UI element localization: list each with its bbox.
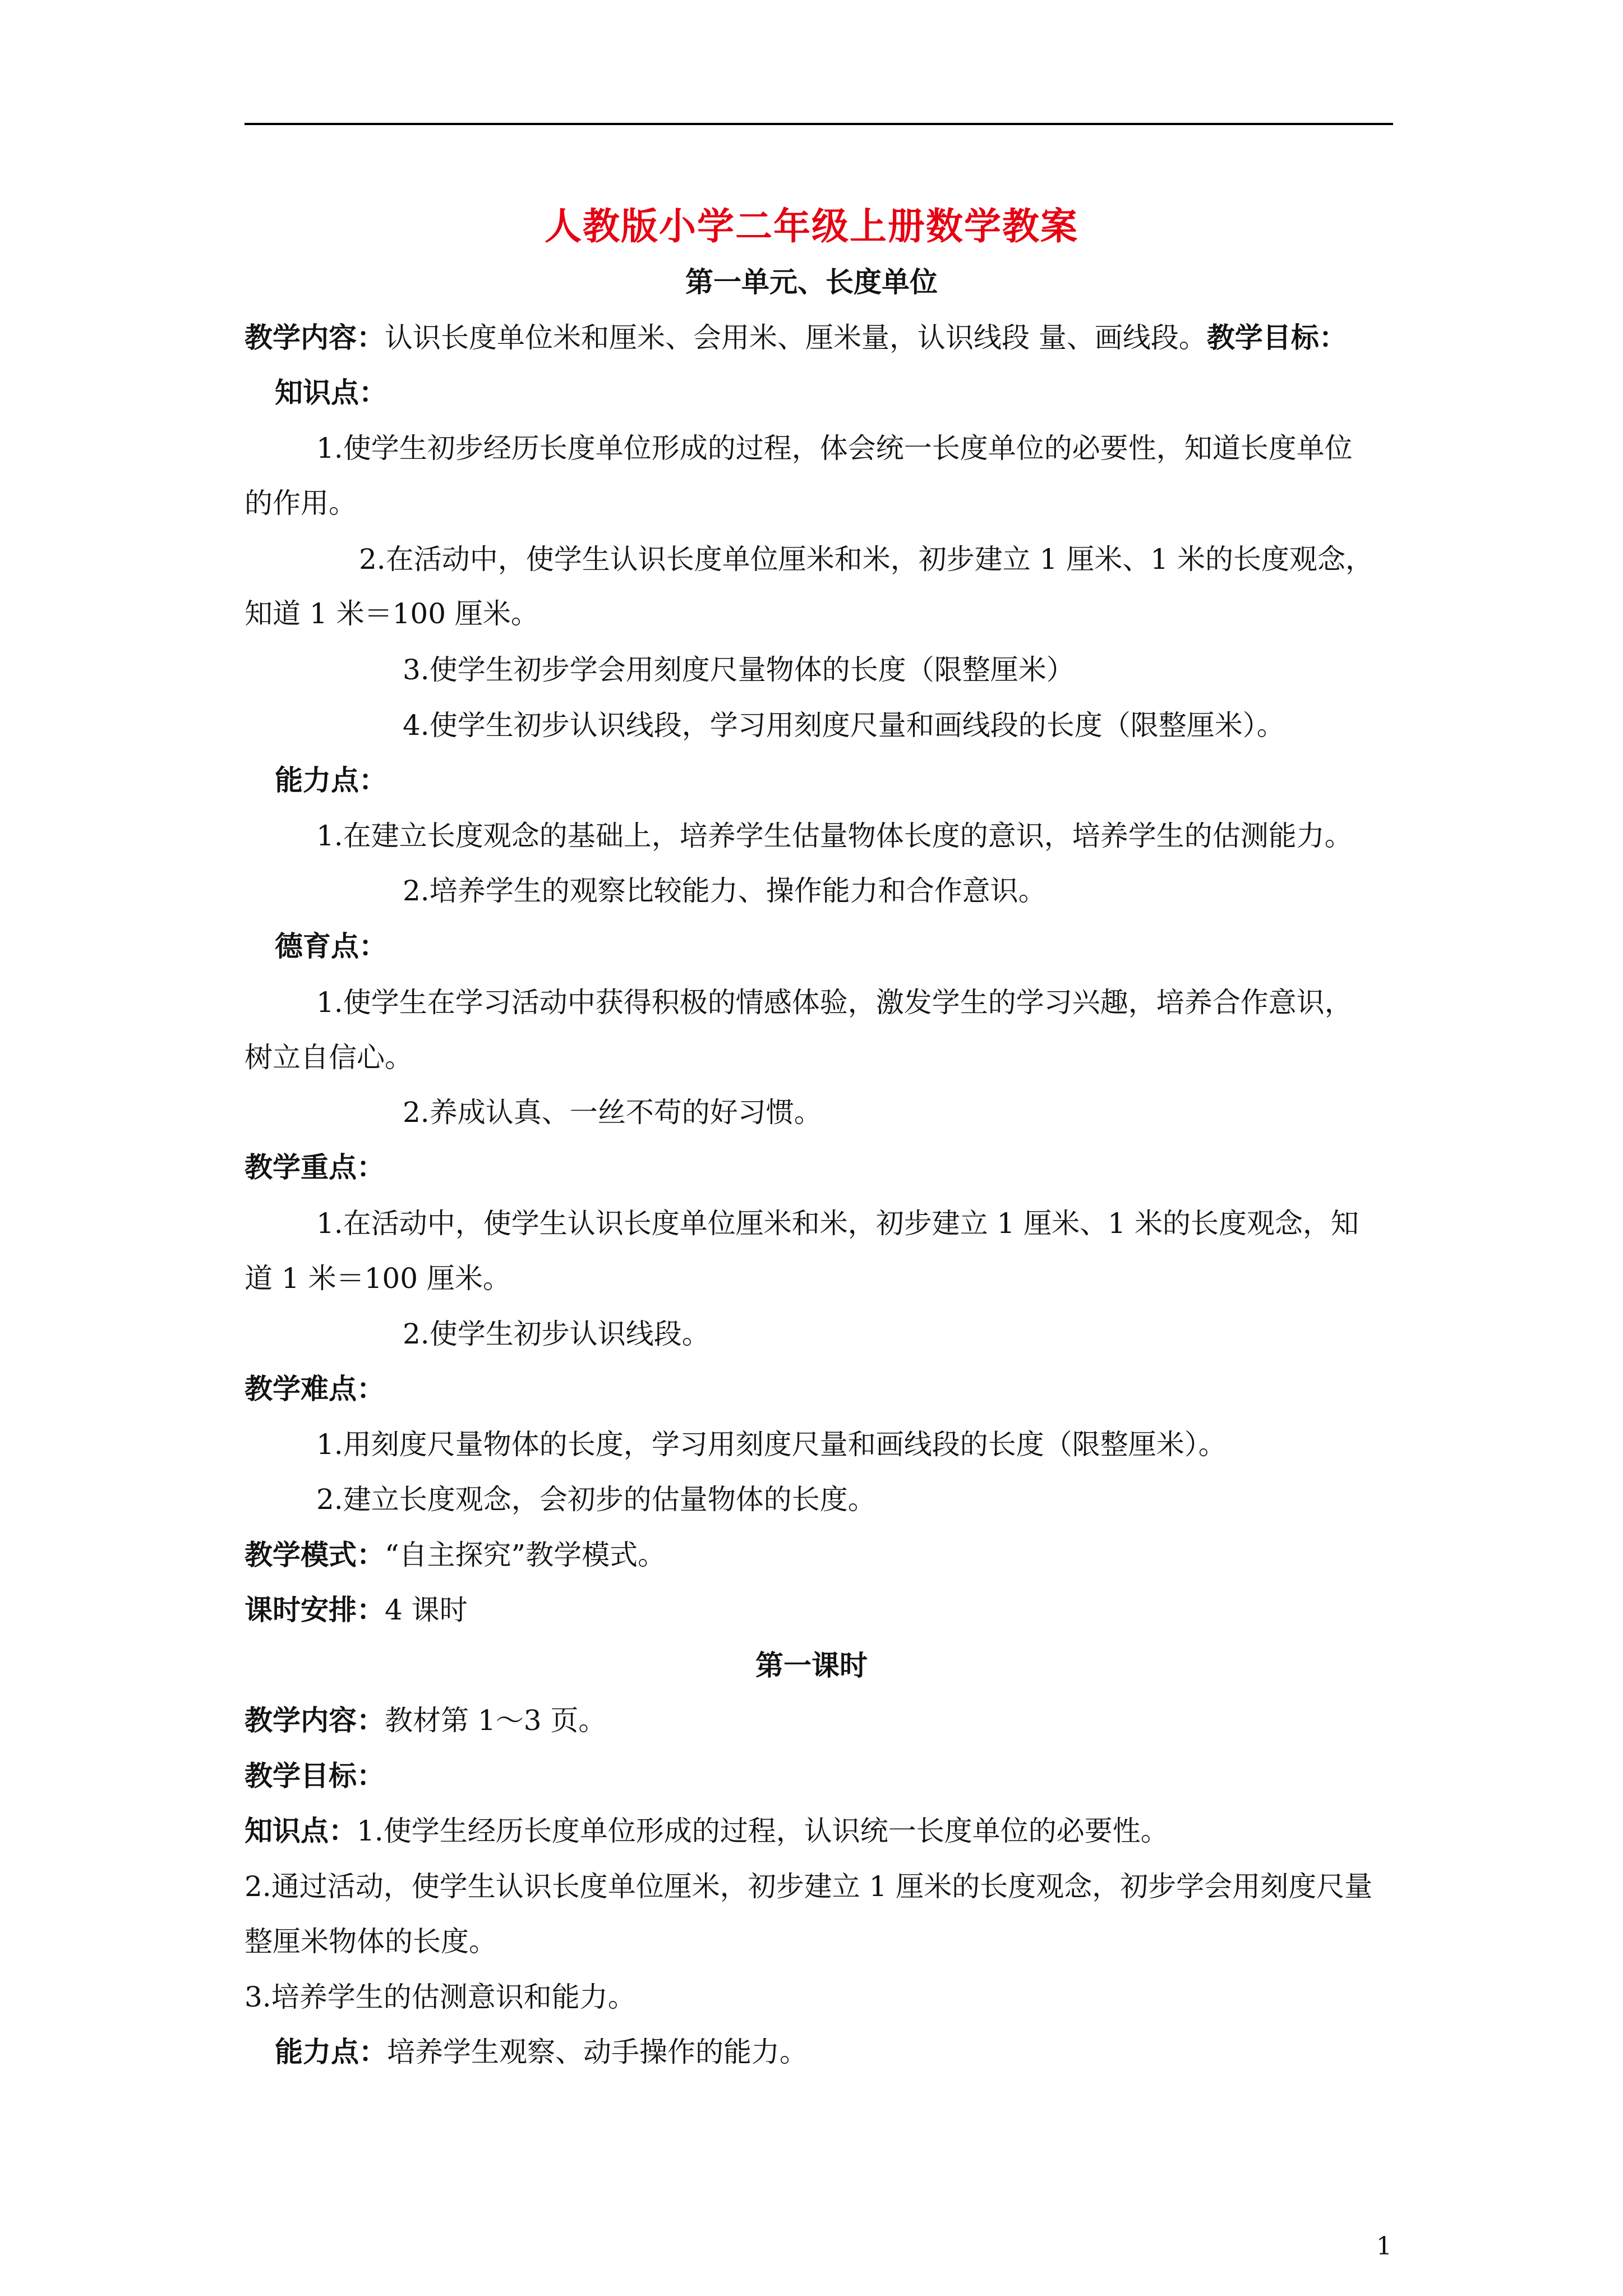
label: 课时安排： (245, 1593, 385, 1626)
paragraph-line: 道 1 米＝100 厘米。 (245, 1262, 511, 1295)
section-heading: 教学重点： (245, 1151, 385, 1184)
paragraph-line: 3.使学生初步学会用刻度尺量物体的长度（限整厘米） (403, 654, 1075, 686)
paragraph-line: 整厘米物体的长度。 (245, 1925, 497, 1958)
lesson-title: 第一课时 (755, 1649, 868, 1682)
section-heading: 德育点： (275, 930, 387, 963)
text: 1.使学生经历长度单位形成的过程，认识统一长度单位的必要性。 (357, 1815, 1169, 1847)
paragraph-line: 2.通过活动，使学生认识长度单位厘米，初步建立 1 厘米的长度观念，初步学会用刻度尺量 (245, 1870, 1373, 1903)
teaching-content-line (245, 318, 1347, 357)
teaching-mode-line (245, 1535, 666, 1575)
paragraph-line: 知道 1 米＝100 厘米。 (245, 597, 539, 630)
paragraph-line: 2.养成认真、一丝不苟的好习惯。 (403, 1096, 822, 1129)
text: “自主探究”教学模式。 (385, 1539, 666, 1571)
lesson-ability-line (275, 2032, 808, 2072)
paragraph-line: 树立自信心。 (245, 1041, 413, 1074)
unit-subtitle: 第一单元、长度单位 (685, 265, 938, 298)
label: 教学模式： (245, 1538, 385, 1571)
schedule-line (245, 1590, 468, 1630)
text: 教材第 1～3 页。 (385, 1704, 607, 1737)
paragraph-line: 2.在活动中，使学生认识长度单位厘米和米，初步建立 1 厘米、1 米的长度观念， (359, 543, 1374, 576)
page-number: 1 (1376, 2232, 1392, 2261)
text: 认识长度单位米和厘米、会用米、厘米量，认识线段 量、画线段。 (385, 321, 1207, 354)
section-heading: 教学目标： (245, 1759, 385, 1792)
label: 知识点： (245, 1814, 357, 1847)
paragraph-line: 1.使学生初步经历长度单位形成的过程，体会统一长度单位的必要性，知道长度单位 (316, 432, 1353, 464)
paragraph-line: 的作用。 (245, 487, 357, 519)
paragraph-line: 1.在活动中，使学生认识长度单位厘米和米，初步建立 1 厘米、1 米的长度观念，知 (316, 1207, 1359, 1240)
paragraph-line: 2.培养学生的观察比较能力、操作能力和合作意识。 (403, 875, 1046, 907)
header-rule (245, 123, 1393, 125)
paragraph-line: 1.用刻度尺量物体的长度，学习用刻度尺量和画线段的长度（限整厘米）。 (316, 1428, 1227, 1461)
paragraph-line: 1.在建立长度观念的基础上，培养学生估量物体长度的意识，培养学生的估测能力。 (316, 820, 1353, 852)
lesson-content-line (245, 1701, 606, 1740)
paragraph-line: 1.使学生在学习活动中获得积极的情感体验，激发学生的学习兴趣，培养合作意识， (316, 986, 1353, 1019)
document-title: 人教版小学二年级上册数学教案 (545, 204, 1078, 248)
text: 培养学生观察、动手操作的能力。 (387, 2036, 808, 2068)
section-heading: 教学难点： (245, 1372, 385, 1405)
text: 4 课时 (385, 1594, 468, 1626)
section-heading: 知识点： (275, 376, 387, 409)
label: 教学目标： (1206, 321, 1347, 354)
label: 能力点： (275, 2035, 387, 2068)
label: 教学内容： (245, 321, 385, 354)
paragraph-line: 4.使学生初步认识线段，学习用刻度尺量和画线段的长度（限整厘米）。 (403, 709, 1285, 742)
paragraph-line: 2.建立长度观念，会初步的估量物体的长度。 (316, 1483, 876, 1516)
lesson-knowledge-line (245, 1811, 1169, 1851)
paragraph-line: 2.使学生初步认识线段。 (403, 1318, 710, 1350)
section-heading: 能力点： (275, 763, 387, 797)
label: 教学内容： (245, 1704, 385, 1737)
paragraph-line: 3.培养学生的估测意识和能力。 (245, 1981, 636, 2013)
